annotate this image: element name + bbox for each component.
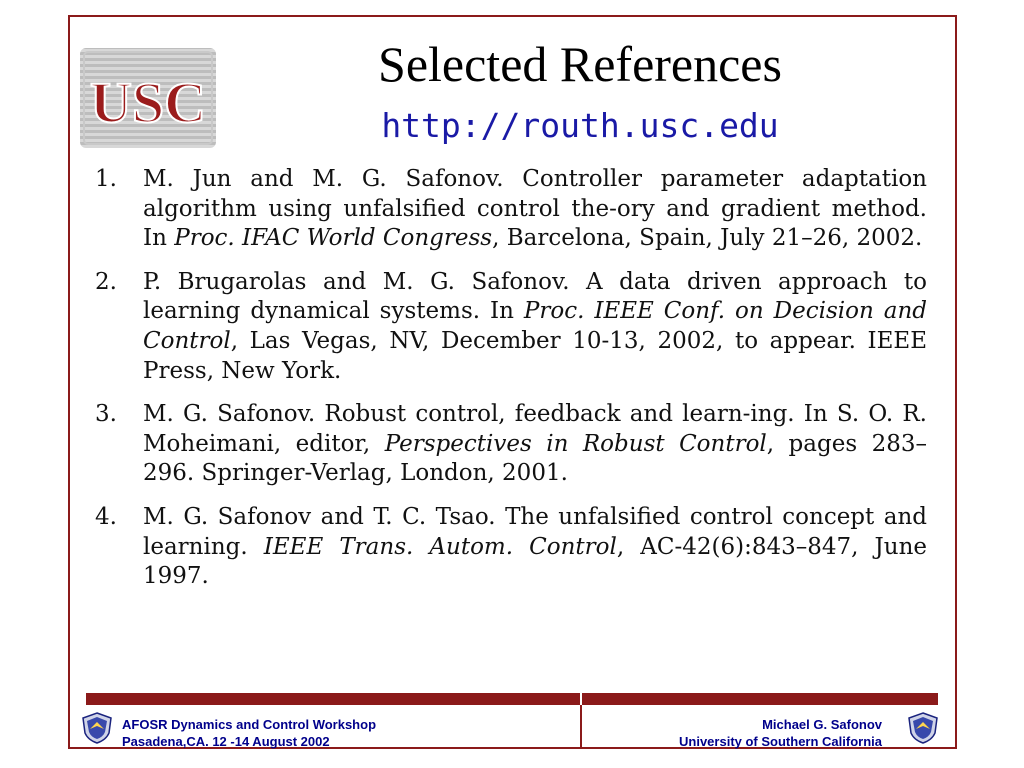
author-affiliation: University of Southern California xyxy=(679,734,882,749)
reference-text: M. G. Safonov and T. C. Tsao. The unfalsified control concept and learning. xyxy=(143,503,927,560)
reference-number: 2. xyxy=(95,268,117,295)
reference-text: , pages 283–296. Springer-Verlag, London, 2001. xyxy=(143,430,927,487)
reference-number: 1. xyxy=(95,166,117,192)
reference-source: Proc. IFAC World Congress xyxy=(174,225,493,252)
footer-bar xyxy=(86,693,938,705)
air-force-shield-icon xyxy=(80,711,114,745)
reference-source: Perspectives in Robust Control xyxy=(384,430,767,457)
usc-logo-icon xyxy=(78,40,218,155)
reference-source: IEEE Trans. Autom. Control xyxy=(263,533,617,560)
air-force-shield-icon xyxy=(906,711,940,745)
reference-text: , AC-42(6):843–847, June 1997. xyxy=(143,533,927,590)
footer-left-text xyxy=(122,716,376,750)
reference-text: M. G. Safonov. Robust control, feedback and learn-ing. In S. O. R. Moheimani, editor, xyxy=(143,401,927,457)
reference-item xyxy=(95,165,927,254)
reference-text: , Las Vegas, NV, December 10-13, 2002, to appear. IEEE Press, New York. xyxy=(143,327,927,384)
reference-number: 3. xyxy=(95,401,117,428)
reference-number: 4. xyxy=(95,503,117,530)
reference-item xyxy=(95,503,927,592)
reference-text: , Barcelona, Spain, July 21–26, 2002. xyxy=(492,225,923,252)
reference-item xyxy=(95,400,927,489)
reference-list xyxy=(95,165,927,606)
workshop-location-date: Pasadena,CA. 12 -14 August 2002 xyxy=(122,734,330,749)
reference-item xyxy=(95,268,927,386)
reference-text: M. Jun and M. G. Safonov. Controller parameter adaptation algorithm using unfalsified control the-ory and gradient method. In xyxy=(143,166,927,252)
footer-rule xyxy=(580,705,582,747)
reference-text: P. Brugarolas and M. G. Safonov. A data driven approach to learning dynamical systems. In xyxy=(143,268,927,325)
reference-source: Proc. IEEE Conf. on Decision and Control xyxy=(143,298,927,354)
author-name: Michael G. Safonov xyxy=(762,717,882,732)
usc-logo-text: USC xyxy=(89,70,207,135)
footer-right-text xyxy=(679,716,882,750)
page-title: Selected References xyxy=(378,36,782,92)
footer-divider xyxy=(580,693,582,705)
workshop-name: AFOSR Dynamics and Control Workshop xyxy=(122,717,377,732)
site-url-link[interactable]: http://routh.usc.edu xyxy=(381,106,779,145)
